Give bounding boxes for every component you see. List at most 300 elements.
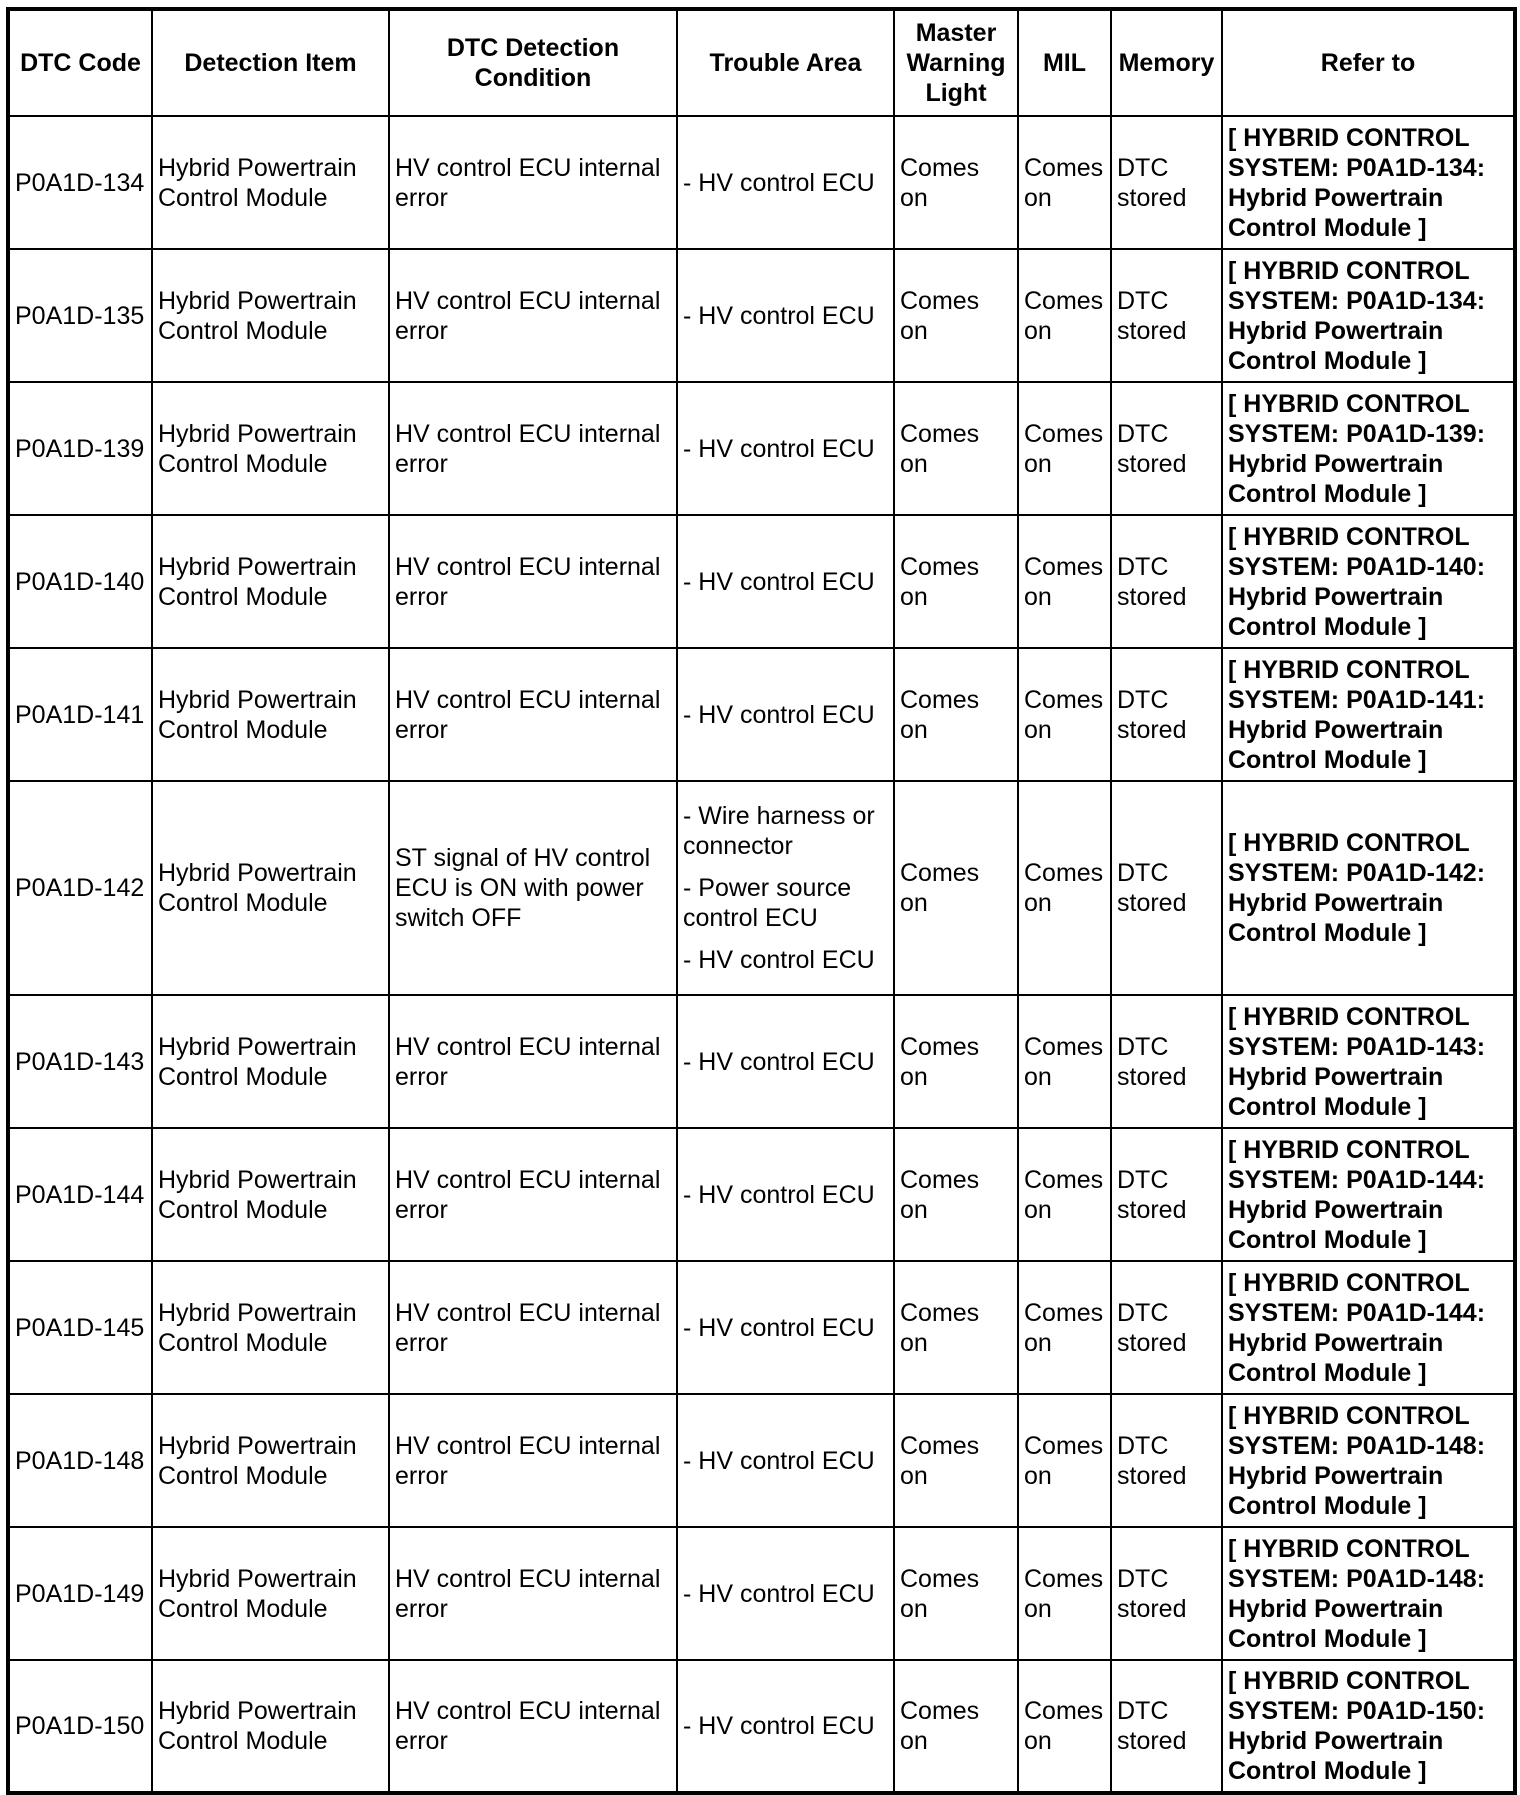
table-row [8, 995, 1515, 1128]
cell-text-line: SYSTEM: P0A1D-148: [1228, 1431, 1486, 1460]
detection-condition-cell [389, 648, 677, 781]
table-body [8, 116, 1515, 1793]
trouble-area-item [683, 873, 888, 933]
memory-cell [1111, 1261, 1222, 1394]
dtc-code-cell: P0A1D-143 [8, 995, 152, 1128]
master-warning-light-cell [894, 781, 1018, 995]
cell-text-line: Control Module [158, 1594, 328, 1623]
dtc-code-cell: P0A1D-139 [8, 382, 152, 515]
cell-text-line: stored [1117, 1727, 1187, 1755]
cell-text-line: stored [1117, 449, 1187, 478]
cell-text-line: Control Module [158, 1727, 328, 1755]
dtc-code-cell: P0A1D-149 [8, 1527, 152, 1660]
cell-text-line: SYSTEM: P0A1D-134: [1228, 153, 1486, 182]
detection-condition-cell [389, 116, 677, 249]
cell-text-line: stored [1117, 1195, 1187, 1224]
master-warning-light-cell [894, 116, 1018, 249]
mil-cell [1018, 1394, 1111, 1527]
detection-condition-cell [389, 1527, 677, 1660]
trouble-area-cell [677, 1261, 894, 1394]
cell-text-line: Hybrid Powertrain [1228, 316, 1444, 345]
cell-text-line: Comes [1024, 552, 1104, 581]
cell-text-line: [ HYBRID CONTROL [1228, 1401, 1470, 1430]
cell-text-line: error [395, 1727, 448, 1755]
memory-cell [1111, 995, 1222, 1128]
trouble-area-cell [677, 382, 894, 515]
cell-text-line: HV control ECU internal [395, 1697, 661, 1725]
header-trouble-area [677, 9, 894, 116]
cell-text-line: error [395, 1461, 448, 1490]
table-row [8, 249, 1515, 382]
dtc-code-cell: P0A1D-150 [8, 1660, 152, 1793]
cell-text-line: stored [1117, 1594, 1187, 1623]
cell-text-line: error [395, 1195, 448, 1224]
mil-cell [1018, 116, 1111, 249]
detection-item-cell [152, 648, 389, 781]
table-row [8, 515, 1515, 648]
memory-cell [1111, 249, 1222, 382]
cell-text-line: ST signal of HV control [395, 844, 651, 872]
cell-text-line: SYSTEM: P0A1D-134: [1228, 286, 1486, 315]
cell-text-line: Hybrid Powertrain [158, 1697, 357, 1725]
cell-text-line: Comes [900, 552, 980, 581]
dtc-code-cell: P0A1D-144 [8, 1128, 152, 1261]
cell-text-line: Hybrid Powertrain [158, 153, 357, 182]
master-warning-light-cell [894, 1394, 1018, 1527]
detection-item-cell [152, 995, 389, 1128]
refer-to-cell [1222, 382, 1515, 515]
cell-text-line: Control Module [158, 582, 328, 611]
cell-text-line: - HV control ECU [683, 567, 875, 596]
detection-item-cell [152, 781, 389, 995]
trouble-area-item [683, 801, 888, 861]
mil-cell [1018, 249, 1111, 382]
cell-text-line: - HV control ECU [683, 1180, 875, 1209]
cell-text-line: SYSTEM: P0A1D-141: [1228, 685, 1486, 714]
cell-text-line: Comes [1024, 419, 1104, 448]
detection-condition-cell [389, 515, 677, 648]
cell-text-line: Control Module ] [1228, 612, 1427, 641]
table-row [8, 382, 1515, 515]
detection-condition-cell [389, 1128, 677, 1261]
cell-text-line: ECU is ON with power [395, 874, 644, 902]
table-row [8, 781, 1515, 995]
cell-text-line: DTC [1117, 1697, 1169, 1725]
master-warning-light-cell [894, 1527, 1018, 1660]
refer-to-cell [1222, 515, 1515, 648]
cell-text-line: error [395, 582, 448, 611]
cell-text-line: Control Module ] [1228, 1757, 1427, 1785]
cell-text-line: HV control ECU internal [395, 1032, 661, 1061]
cell-text-line: - Power source [683, 874, 852, 902]
cell-text-line: [ HYBRID CONTROL [1228, 655, 1470, 684]
cell-text-line: Comes [1024, 1165, 1104, 1194]
cell-text-line: Warning [906, 49, 1006, 77]
cell-text-line: Hybrid Powertrain [1228, 1727, 1444, 1755]
trouble-area-item [683, 301, 888, 331]
cell-text-line: HV control ECU internal [395, 286, 661, 315]
cell-text-line: [ HYBRID CONTROL [1228, 522, 1470, 551]
cell-text-line: Comes [900, 286, 980, 315]
table-row [8, 1128, 1515, 1261]
cell-text-line: Comes [900, 419, 980, 448]
memory-cell [1111, 1128, 1222, 1261]
detection-item-cell [152, 116, 389, 249]
memory-cell [1111, 382, 1222, 515]
cell-text-line: Condition [474, 64, 592, 92]
header-refer-to [1222, 9, 1515, 116]
cell-text-line: [ HYBRID CONTROL [1228, 123, 1470, 152]
cell-text-line: Comes [900, 859, 980, 887]
trouble-area-cell [677, 1128, 894, 1261]
trouble-area-cell [677, 249, 894, 382]
trouble-area-item [683, 1180, 888, 1210]
cell-text-line: DTC [1117, 1564, 1169, 1593]
cell-text-line: on [1024, 715, 1052, 744]
cell-text-line: SYSTEM: P0A1D-143: [1228, 1032, 1486, 1061]
cell-text-line: Hybrid Powertrain [158, 419, 357, 448]
trouble-area-item [683, 1579, 888, 1609]
cell-text-line: Hybrid Powertrain [158, 1564, 357, 1593]
trouble-area-cell [677, 781, 894, 995]
header-detection-item [152, 9, 389, 116]
header-mil [1018, 9, 1111, 116]
mil-cell [1018, 1261, 1111, 1394]
cell-text-line: - HV control ECU [683, 1579, 875, 1608]
cell-text-line: Control Module [158, 1461, 328, 1490]
cell-text-line: Control Module ] [1228, 1491, 1427, 1520]
cell-text-line: - HV control ECU [683, 946, 875, 974]
cell-text-line: [ HYBRID CONTROL [1228, 829, 1470, 857]
refer-to-cell [1222, 1527, 1515, 1660]
cell-text-line: Control Module ] [1228, 1358, 1427, 1387]
cell-text-line: Comes [1024, 1298, 1104, 1327]
refer-to-cell [1222, 1660, 1515, 1793]
cell-text-line: on [1024, 889, 1052, 917]
cell-text-line: on [1024, 1195, 1052, 1224]
detection-item-cell [152, 1660, 389, 1793]
cell-text-line: on [1024, 449, 1052, 478]
cell-text-line: Comes [1024, 1697, 1104, 1725]
refer-to-cell [1222, 1261, 1515, 1394]
cell-text-line: MIL [1042, 49, 1087, 77]
cell-text-line: Control Module [158, 889, 328, 917]
cell-text-line: error [395, 183, 448, 212]
cell-text-line: HV control ECU internal [395, 685, 661, 714]
detection-item-cell [152, 1394, 389, 1527]
detection-item-cell [152, 382, 389, 515]
cell-text-line: Light [925, 79, 987, 107]
memory-cell [1111, 648, 1222, 781]
cell-text-line: - HV control ECU [683, 168, 875, 197]
cell-text-line: Hybrid Powertrain [1228, 1594, 1444, 1623]
cell-text-line: SYSTEM: P0A1D-144: [1228, 1298, 1486, 1327]
cell-text-line: DTC [1117, 685, 1169, 714]
cell-text-line: Comes [900, 1697, 980, 1725]
cell-text-line: stored [1117, 316, 1187, 345]
cell-text-line: - HV control ECU [683, 434, 875, 463]
master-warning-light-cell [894, 1128, 1018, 1261]
cell-text-line: DTC Code [20, 49, 141, 77]
cell-text-line: Control Module [158, 449, 328, 478]
cell-text-line: on [1024, 316, 1052, 345]
cell-text-line: Memory [1118, 49, 1215, 77]
cell-text-line: SYSTEM: P0A1D-142: [1228, 859, 1486, 887]
cell-text-line: Control Module ] [1228, 919, 1427, 947]
cell-text-line: error [395, 449, 448, 478]
cell-text-line: - HV control ECU [683, 700, 875, 729]
cell-text-line: stored [1117, 1062, 1187, 1091]
mil-cell [1018, 1128, 1111, 1261]
cell-text-line: Control Module [158, 1328, 328, 1357]
cell-text-line: [ HYBRID CONTROL [1228, 389, 1470, 418]
memory-cell [1111, 1527, 1222, 1660]
cell-text-line: Hybrid Powertrain [158, 286, 357, 315]
detection-condition-cell [389, 1261, 677, 1394]
detection-item-cell [152, 1527, 389, 1660]
cell-text-line: - HV control ECU [683, 1446, 875, 1475]
cell-text-line: Hybrid Powertrain [158, 1032, 357, 1061]
cell-text-line: Control Module ] [1228, 346, 1427, 375]
cell-text-line: error [395, 1328, 448, 1357]
cell-text-line: on [1024, 183, 1052, 212]
cell-text-line: SYSTEM: P0A1D-140: [1228, 552, 1486, 581]
trouble-area-cell [677, 648, 894, 781]
dtc-code-cell: P0A1D-148 [8, 1394, 152, 1527]
cell-text-line: [ HYBRID CONTROL [1228, 1268, 1470, 1297]
cell-text-line: on [900, 316, 928, 345]
cell-text-line: DTC [1117, 1032, 1169, 1061]
cell-text-line: DTC [1117, 859, 1169, 887]
table-header-row [8, 9, 1515, 116]
cell-text-line: Hybrid Powertrain [1228, 449, 1444, 478]
cell-text-line: Comes [1024, 685, 1104, 714]
mil-cell [1018, 382, 1111, 515]
detection-condition-cell [389, 249, 677, 382]
cell-text-line: Comes [1024, 286, 1104, 315]
cell-text-line: Hybrid Powertrain [1228, 715, 1444, 744]
cell-text-line: on [900, 449, 928, 478]
cell-text-line: Control Module ] [1228, 213, 1427, 242]
trouble-area-item [683, 1047, 888, 1077]
table-row [8, 1394, 1515, 1527]
cell-text-line: Hybrid Powertrain [158, 1165, 357, 1194]
cell-text-line: DTC [1117, 1298, 1169, 1327]
cell-text-line: on [1024, 1727, 1052, 1755]
cell-text-line: stored [1117, 889, 1187, 917]
cell-text-line: Hybrid Powertrain [1228, 1195, 1444, 1224]
cell-text-line: stored [1117, 1328, 1187, 1357]
cell-text-line: [ HYBRID CONTROL [1228, 1667, 1470, 1695]
cell-text-line: HV control ECU internal [395, 1165, 661, 1194]
cell-text-line: HV control ECU internal [395, 1564, 661, 1593]
cell-text-line: switch OFF [395, 904, 522, 932]
cell-text-line: Control Module ] [1228, 1092, 1427, 1121]
cell-text-line: Comes [1024, 859, 1104, 887]
cell-text-line: [ HYBRID CONTROL [1228, 1135, 1470, 1164]
trouble-area-cell [677, 995, 894, 1128]
detection-item-cell [152, 249, 389, 382]
cell-text-line: - HV control ECU [683, 301, 875, 330]
cell-text-line: SYSTEM: P0A1D-139: [1228, 419, 1486, 448]
cell-text-line: DTC [1117, 552, 1169, 581]
dtc-code-cell: P0A1D-135 [8, 249, 152, 382]
trouble-area-item [683, 945, 888, 975]
dtc-code-cell: P0A1D-134 [8, 116, 152, 249]
memory-cell [1111, 1394, 1222, 1527]
cell-text-line: on [900, 889, 928, 917]
cell-text-line: Hybrid Powertrain [158, 1298, 357, 1327]
cell-text-line: Control Module ] [1228, 1624, 1427, 1653]
header-dtc-code [8, 9, 152, 116]
cell-text-line: on [900, 1195, 928, 1224]
cell-text-line: Comes [1024, 1032, 1104, 1061]
cell-text-line: Control Module ] [1228, 1225, 1427, 1254]
cell-text-line: error [395, 316, 448, 345]
detection-condition-cell [389, 995, 677, 1128]
cell-text-line: [ HYBRID CONTROL [1228, 1002, 1470, 1031]
header-memory [1111, 9, 1222, 116]
refer-to-cell [1222, 648, 1515, 781]
header-master-warning-light [894, 9, 1018, 116]
cell-text-line: DTC Detection [446, 34, 620, 62]
cell-text-line: Detection Item [184, 49, 357, 77]
cell-text-line: DTC [1117, 419, 1169, 448]
cell-text-line: DTC [1117, 153, 1169, 182]
cell-text-line: Hybrid Powertrain [158, 1431, 357, 1460]
cell-text-line: Master [915, 19, 997, 47]
cell-text-line: on [900, 715, 928, 744]
dtc-code-cell: P0A1D-145 [8, 1261, 152, 1394]
cell-text-line: Comes [900, 1032, 980, 1061]
dtc-code-cell: P0A1D-141 [8, 648, 152, 781]
cell-text-line: on [1024, 582, 1052, 611]
trouble-area-item [683, 1313, 888, 1343]
cell-text-line: Trouble Area [709, 49, 862, 77]
trouble-area-item [683, 168, 888, 198]
cell-text-line: Control Module ] [1228, 745, 1427, 774]
cell-text-line: DTC [1117, 1431, 1169, 1460]
cell-text-line: Comes [1024, 1564, 1104, 1593]
trouble-area-cell [677, 1394, 894, 1527]
refer-to-cell [1222, 1128, 1515, 1261]
detection-item-cell [152, 515, 389, 648]
trouble-area-item [683, 1446, 888, 1476]
cell-text-line: control ECU [683, 904, 818, 932]
table-row [8, 116, 1515, 249]
cell-text-line: HV control ECU internal [395, 552, 661, 581]
detection-item-cell [152, 1261, 389, 1394]
cell-text-line: Comes [900, 1165, 980, 1194]
mil-cell [1018, 648, 1111, 781]
cell-text-line: Control Module [158, 715, 328, 744]
cell-text-line: HV control ECU internal [395, 1298, 661, 1327]
master-warning-light-cell [894, 995, 1018, 1128]
cell-text-line: Hybrid Powertrain [158, 859, 357, 887]
cell-text-line: - Wire harness or [683, 802, 875, 830]
cell-text-line: [ HYBRID CONTROL [1228, 256, 1470, 285]
cell-text-line: on [1024, 1062, 1052, 1091]
cell-text-line: - HV control ECU [683, 1047, 875, 1076]
cell-text-line: Control Module ] [1228, 479, 1427, 508]
trouble-area-cell [677, 515, 894, 648]
cell-text-line: Control Module [158, 1195, 328, 1224]
cell-text-line: stored [1117, 183, 1187, 212]
cell-text-line: SYSTEM: P0A1D-150: [1228, 1697, 1486, 1725]
table-row [8, 1527, 1515, 1660]
cell-text-line: on [900, 1328, 928, 1357]
detection-condition-cell [389, 781, 677, 995]
cell-text-line: Control Module [158, 1062, 328, 1091]
cell-text-line: Comes [900, 1431, 980, 1460]
cell-text-line: SYSTEM: P0A1D-148: [1228, 1564, 1486, 1593]
cell-text-line: Hybrid Powertrain [1228, 1062, 1444, 1091]
cell-text-line: error [395, 715, 448, 744]
header-detection-condition [389, 9, 677, 116]
memory-cell [1111, 1660, 1222, 1793]
cell-text-line: stored [1117, 1461, 1187, 1490]
trouble-area-cell [677, 1527, 894, 1660]
cell-text-line: Refer to [1320, 49, 1416, 77]
cell-text-line: Hybrid Powertrain [158, 685, 357, 714]
refer-to-cell [1222, 781, 1515, 995]
cell-text-line: on [900, 1727, 928, 1755]
trouble-area-item [683, 700, 888, 730]
dtc-table [6, 7, 1517, 1795]
cell-text-line: on [900, 1594, 928, 1623]
master-warning-light-cell [894, 382, 1018, 515]
cell-text-line: stored [1117, 582, 1187, 611]
cell-text-line: error [395, 1062, 448, 1091]
master-warning-light-cell [894, 515, 1018, 648]
cell-text-line: stored [1117, 715, 1187, 744]
mil-cell [1018, 1527, 1111, 1660]
mil-cell [1018, 781, 1111, 995]
table-row [8, 648, 1515, 781]
master-warning-light-cell [894, 1261, 1018, 1394]
cell-text-line: DTC [1117, 286, 1169, 315]
cell-text-line: on [1024, 1461, 1052, 1490]
cell-text-line: connector [683, 832, 793, 860]
cell-text-line: Control Module [158, 183, 328, 212]
trouble-area-cell [677, 116, 894, 249]
cell-text-line: Comes [900, 153, 980, 182]
cell-text-line: HV control ECU internal [395, 419, 661, 448]
cell-text-line: DTC [1117, 1165, 1169, 1194]
refer-to-cell [1222, 1394, 1515, 1527]
cell-text-line: SYSTEM: P0A1D-144: [1228, 1165, 1486, 1194]
cell-text-line: Comes [900, 1564, 980, 1593]
dtc-code-cell: P0A1D-140 [8, 515, 152, 648]
cell-text-line: Hybrid Powertrain [1228, 1328, 1444, 1357]
cell-text-line: Comes [900, 1298, 980, 1327]
cell-text-line: HV control ECU internal [395, 153, 661, 182]
mil-cell [1018, 1660, 1111, 1793]
cell-text-line: on [1024, 1328, 1052, 1357]
detection-condition-cell [389, 1394, 677, 1527]
cell-text-line: Hybrid Powertrain [1228, 582, 1444, 611]
master-warning-light-cell [894, 1660, 1018, 1793]
memory-cell [1111, 781, 1222, 995]
cell-text-line: Hybrid Powertrain [1228, 1461, 1444, 1490]
refer-to-cell [1222, 995, 1515, 1128]
cell-text-line: Hybrid Powertrain [1228, 183, 1444, 212]
cell-text-line: HV control ECU internal [395, 1431, 661, 1460]
cell-text-line: Comes [900, 685, 980, 714]
master-warning-light-cell [894, 648, 1018, 781]
cell-text-line: - HV control ECU [683, 1712, 875, 1740]
cell-text-line: Hybrid Powertrain [158, 552, 357, 581]
